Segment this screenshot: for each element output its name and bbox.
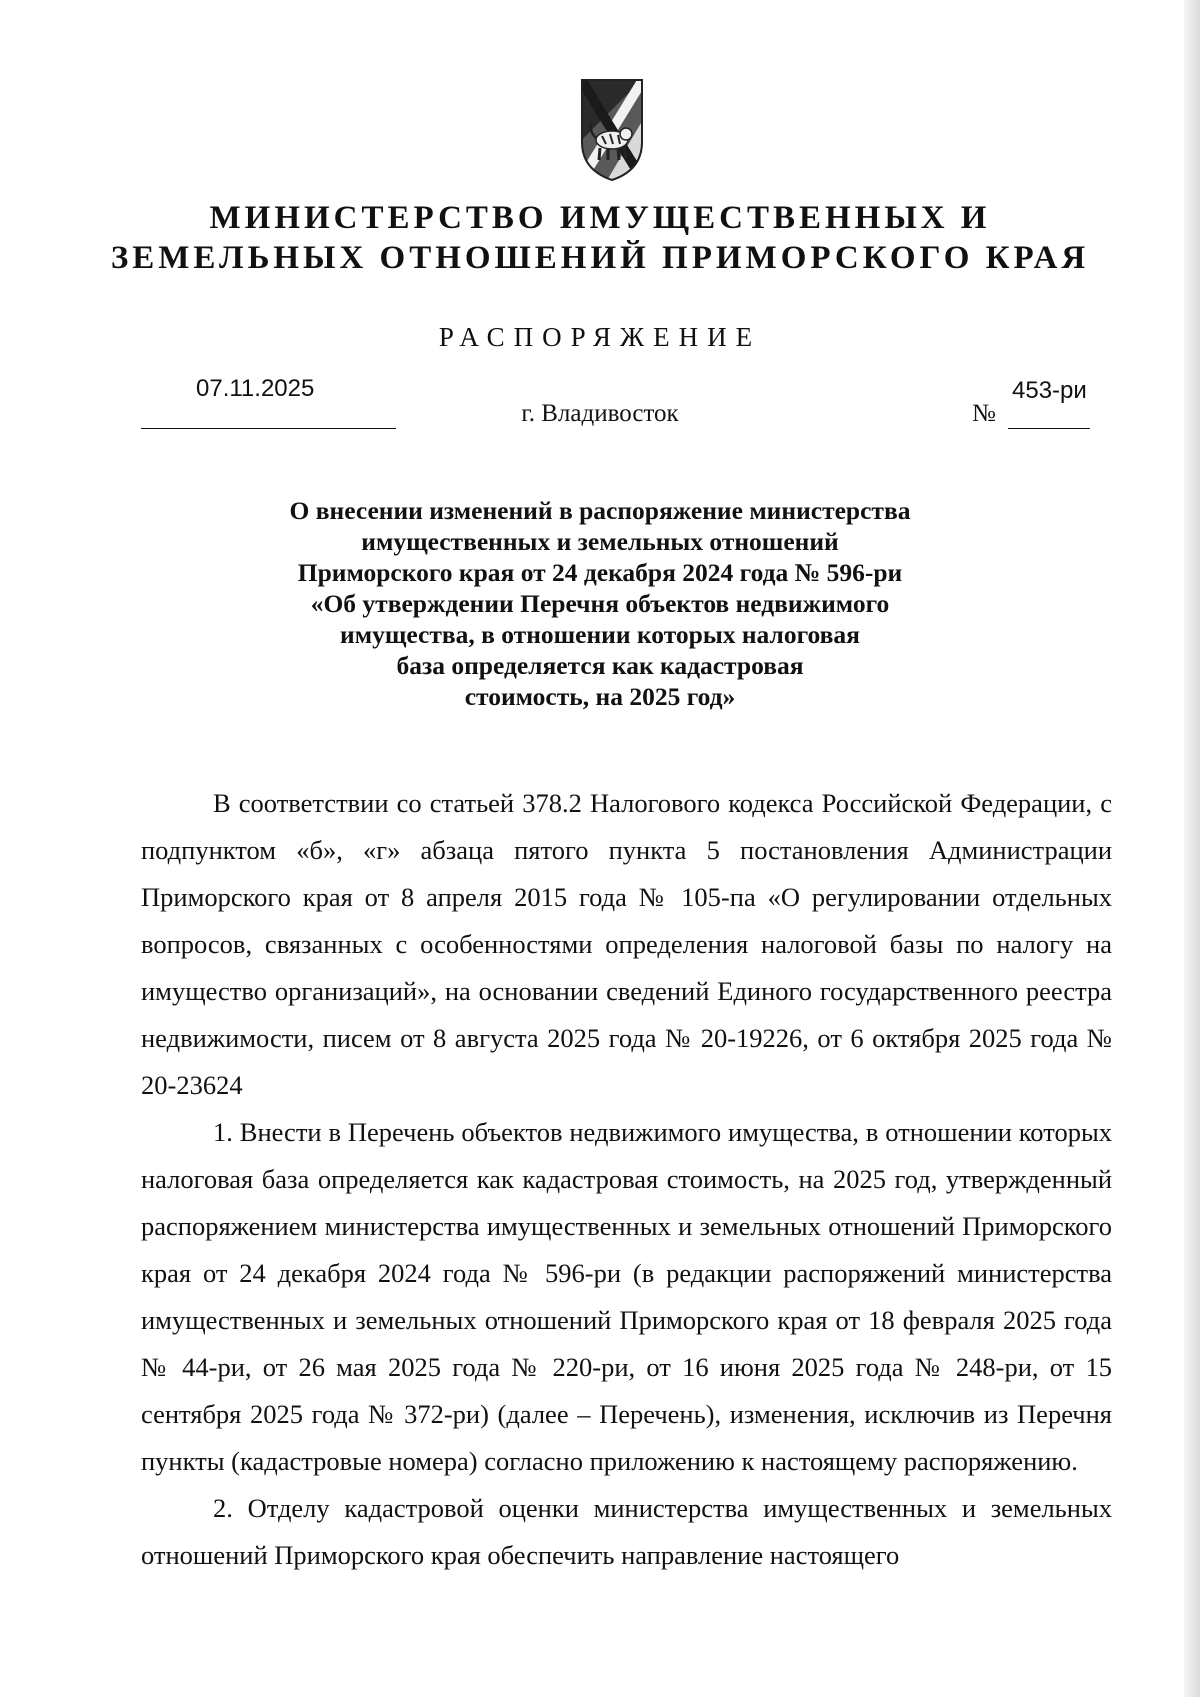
body-paragraph: 2. Отделу кадастровой оценки министерства имущественных и земельных отношений Приморского края обеспечить направление настоящего xyxy=(141,1493,1112,1570)
subject-line: О внесении изменений в распоряжение министерства xyxy=(289,496,911,525)
subject-line: имущественных и земельных отношений xyxy=(361,527,839,556)
date-underline xyxy=(141,428,396,429)
document-date: 07.11.2025 xyxy=(196,375,315,402)
document-type: РАСПОРЯЖЕНИЕ xyxy=(438,322,762,352)
ministry-title-line-1: МИНИСТЕРСТВО ИМУЩЕСТВЕННЫХ И xyxy=(209,200,991,236)
document-number: 453-ри xyxy=(1012,377,1087,404)
page-edge xyxy=(1184,0,1200,1697)
document-subject xyxy=(150,495,1050,712)
number-sign: № xyxy=(972,400,996,427)
ministry-title xyxy=(100,198,1100,278)
subject-line: стоимость, на 2025 год» xyxy=(464,682,736,711)
document-body xyxy=(141,780,1112,1579)
body-paragraph: 1. Внести в Перечень объектов недвижимого имущества, в отношении которых налоговая база определяется как кадастровая стоимость, на 2025 год, утвержденный распоряжением министерства имущественных и земельных отношений Приморского края от 24 декабря 2024 года № 596-ри (в редакции распоряжений министерства имущественных и земельных отношений Приморского края от 18 февраля 2025 года № 44-ри, от 26 мая 2025 года № 220-ри, от 16 июня 2025 года № 248-ри, от 15 сентября 2025 года № 372-ри) (далее – Перечень), изменения, исключив из Перечня пункты (кадастровые номера) согласно приложению к настоящему распоряжению. xyxy=(141,1117,1112,1476)
subject-line: база определяется как кадастровая xyxy=(396,651,804,680)
subject-line: Приморского края от 24 декабря 2024 года № 596-ри xyxy=(297,558,903,587)
coat-of-arms-icon xyxy=(580,78,644,182)
body-paragraph: В соответствии со статьей 378.2 Налогового кодекса Российской Федерации, с подпунктом «б», «г» абзаца пятого пункта 5 постановления Администрации Приморского края от 8 апреля 2015 года № 105-па «О регулировании отдельных вопросов, связанных с особенностями определения налоговой базы по налогу на имущество организаций», на основании сведений Единого государственного реестра недвижимости, писем от 8 августа 2025 года № 20-19226, от 6 октября 2025 года № 20-23624 xyxy=(141,788,1112,1100)
subject-line: «Об утверждении Перечня объектов недвижимого xyxy=(310,589,890,618)
subject-line: имущества, в отношении которых налоговая xyxy=(340,620,860,649)
number-underline xyxy=(1008,428,1090,429)
document-city: г. Владивосток xyxy=(521,400,679,427)
ministry-title-line-2: ЗЕМЕЛЬНЫХ ОТНОШЕНИЙ ПРИМОРСКОГО КРАЯ xyxy=(110,240,1090,276)
